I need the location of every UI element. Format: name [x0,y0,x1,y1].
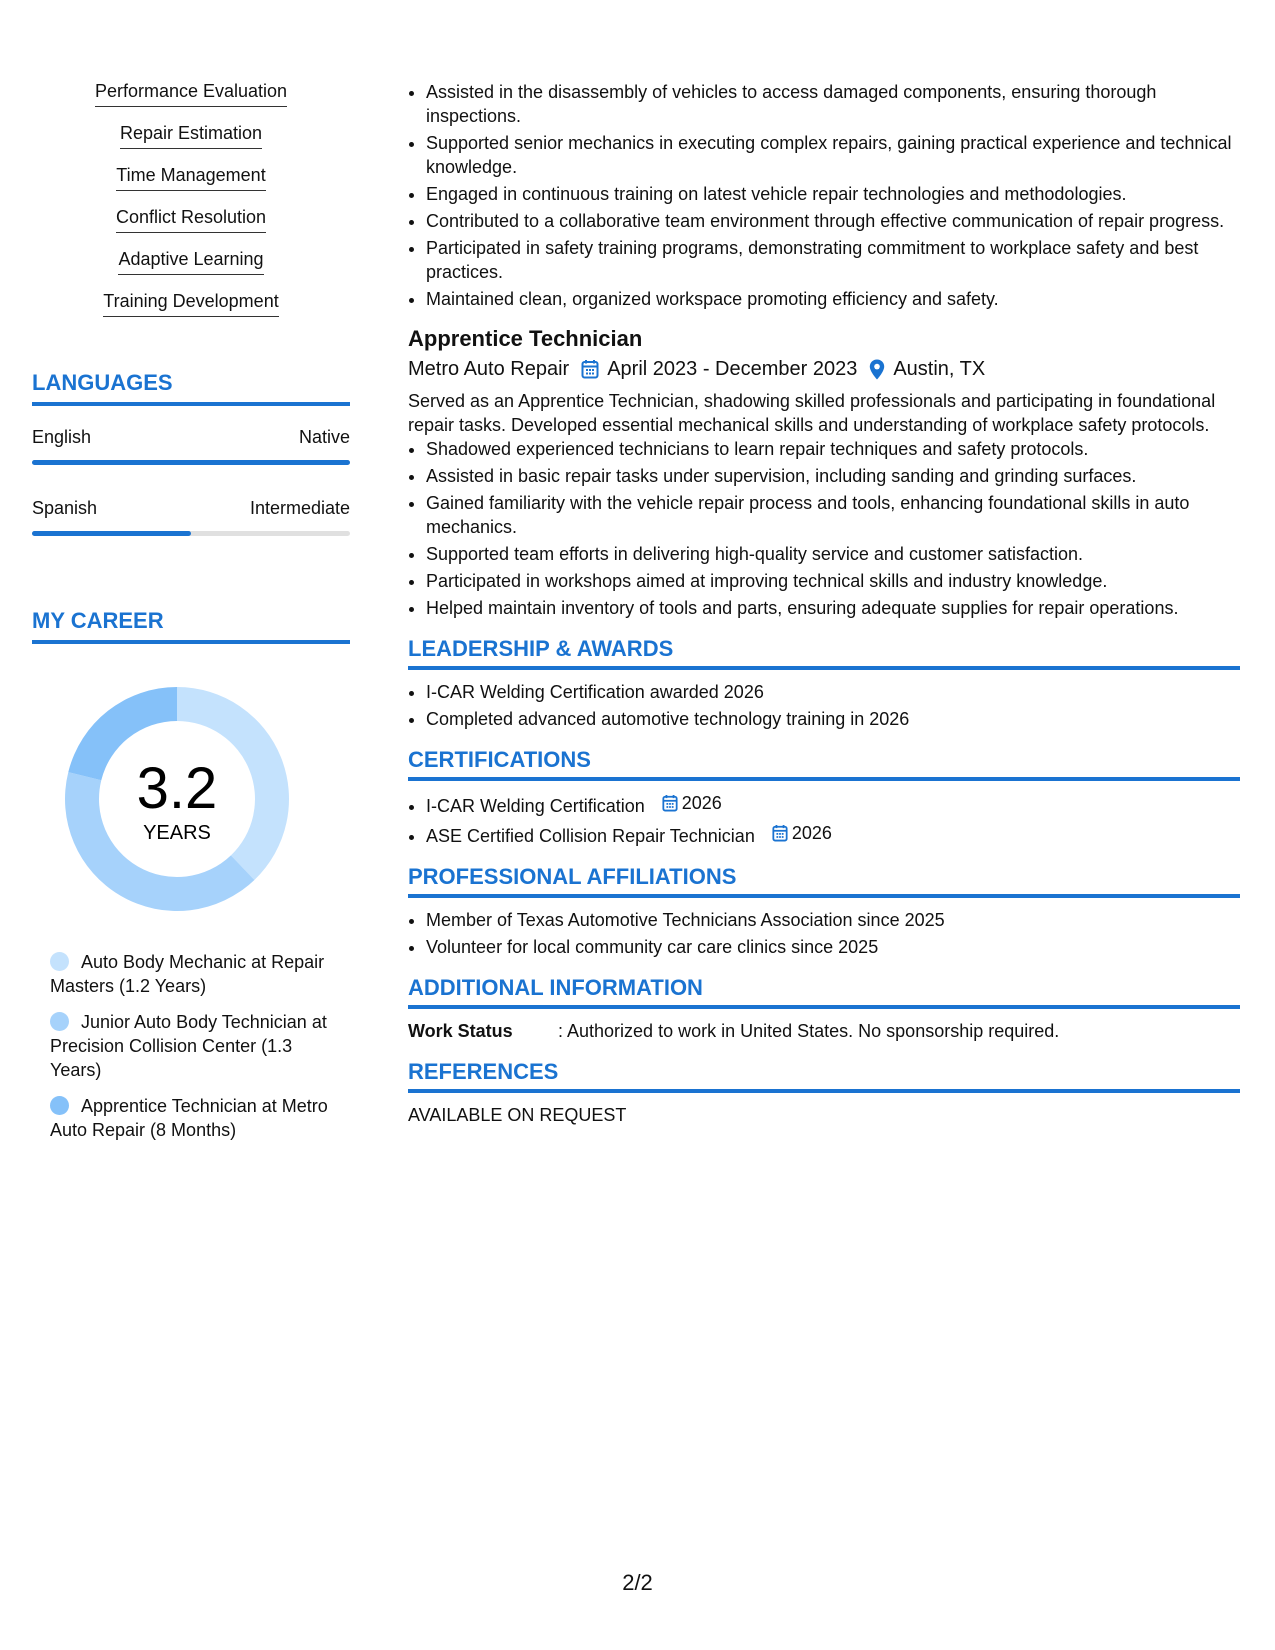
career-unit: YEARS [143,822,211,844]
bullet-item: • Assisted in basic repair tasks under supervision, including sanding and grinding surfaces. [426,464,1240,488]
affiliations-heading: PROFESSIONAL AFFILIATIONS [408,864,1240,898]
calendar-icon [662,794,678,812]
affiliations-list [408,908,1240,959]
job-entry [408,325,1240,620]
language-level: Native [298,427,350,447]
bullet-item: • Maintained clean, organized workspace promoting efficiency and safety. [426,287,1240,311]
bullet-item: • I-CAR Welding Certification awarded 2026 [426,680,1240,704]
certification-item [426,821,1240,848]
main-content [408,80,1240,1127]
skill-item: Adaptive Learning [118,248,263,275]
bullet-item: • Contributed to a collaborative team environment through effective communication of repair progress. [426,209,1240,233]
language-name: Spanish [32,498,98,518]
language-bar-fill [32,460,350,465]
skill-item: Conflict Resolution [116,206,266,233]
legend-label: Junior Auto Body Technician at Precision Collision Center (1.3 Years) [50,1012,327,1080]
languages-heading: LANGUAGES [32,370,350,406]
legend-label: Apprentice Technician at Metro Auto Repair (8 Months) [50,1096,328,1140]
leadership-heading: LEADERSHIP & AWARDS [408,636,1240,670]
language-item [32,497,350,536]
bullet-item: • Gained familiarity with the vehicle repair process and tools, enhancing foundational skills in auto mechanics. [426,491,1240,539]
career-heading: MY CAREER [32,608,350,644]
additional-info-heading: ADDITIONAL INFORMATION [408,975,1240,1009]
bullet-item: • Supported senior mechanics in executing complex repairs, gaining practical experience and technical knowledge. [426,131,1240,179]
legend-item [50,1010,340,1082]
job-bullets [408,437,1240,620]
calendar-icon [581,359,599,379]
work-status-row [408,1019,1240,1043]
language-bar [32,531,350,536]
job-company: Metro Auto Repair [408,358,570,380]
job-location: Austin, TX [893,358,986,380]
language-name: English [32,427,92,447]
calendar-icon [772,824,788,842]
legend-dot [50,1012,69,1031]
prev-job-bullets [408,80,1240,311]
legend-item [50,1094,340,1142]
skill-item: Repair Estimation [120,122,262,149]
career-total-years: 3.2 [136,756,218,821]
bullet-item: • Shadowed experienced technicians to learn repair techniques and safety protocols. [426,437,1240,461]
bullet-item: • Member of Texas Automotive Technicians Association since 2025 [426,908,1240,932]
legend-item [50,950,340,998]
legend-dot [50,1096,69,1115]
work-status-label: Work Status [408,1021,513,1041]
language-level: Intermediate [249,498,350,518]
bullet-item: • Assisted in the disassembly of vehicles to access damaged components, ensuring thorough inspections. [426,80,1240,128]
skill-item: Training Development [103,290,278,317]
languages-section [32,370,350,536]
language-bar [32,460,350,465]
sidebar [32,80,350,1154]
donut-center [62,684,292,914]
legend-dot [50,952,69,971]
job-title: Apprentice Technician [408,326,643,351]
bullet-item: • Helped maintain inventory of tools and parts, ensuring adequate supplies for repair operations. [426,596,1240,620]
work-status-value: : Authorized to work in United States. No sponsorship required. [558,1021,1060,1041]
job-meta [408,355,1240,383]
career-legend [50,950,340,1142]
bullet-item: • Volunteer for local community car care clinics since 2025 [426,935,1240,959]
skills-list [32,80,350,332]
certifications-list [408,791,1240,848]
bullet-item: • Completed advanced automotive technology training in 2026 [426,707,1240,731]
career-section [32,608,350,1142]
certifications-heading: CERTIFICATIONS [408,747,1240,781]
certification-year: 2026 [791,823,832,843]
job-dates: April 2023 - December 2023 [607,358,858,380]
certification-name: ASE Certified Collision Repair Technician [426,826,755,846]
certification-year: 2026 [681,793,722,813]
page-number: 2/2 [622,1570,653,1595]
bullet-item: • Engaged in continuous training on latest vehicle repair technologies and methodologies. [426,182,1240,206]
bullet-item: • Participated in safety training programs, demonstrating commitment to workplace safety and best practices. [426,236,1240,284]
bullet-item: • Supported team efforts in delivering high-quality service and customer satisfaction. [426,542,1240,566]
language-bar-fill [32,531,191,536]
bullet-item: • Participated in workshops aimed at improving technical skills and industry knowledge. [426,569,1240,593]
language-item [32,426,350,465]
career-donut-chart [62,684,292,914]
skill-item: Performance Evaluation [95,80,287,107]
map-pin-icon [869,359,885,380]
references-text: AVAILABLE ON REQUEST [408,1105,627,1125]
skill-item: Time Management [116,164,265,191]
legend-label: Auto Body Mechanic at Repair Masters (1.2 Years) [50,952,325,996]
certification-name: I-CAR Welding Certification [426,796,645,816]
certification-item [426,791,1240,818]
references-heading: REFERENCES [408,1059,1240,1093]
leadership-list [408,680,1240,731]
job-description: Served as an Apprentice Technician, shadowing skilled professionals and participating in foundational repair tasks. Developed essential mechanical skills and understanding of workplace safety protocols. [408,391,1216,435]
